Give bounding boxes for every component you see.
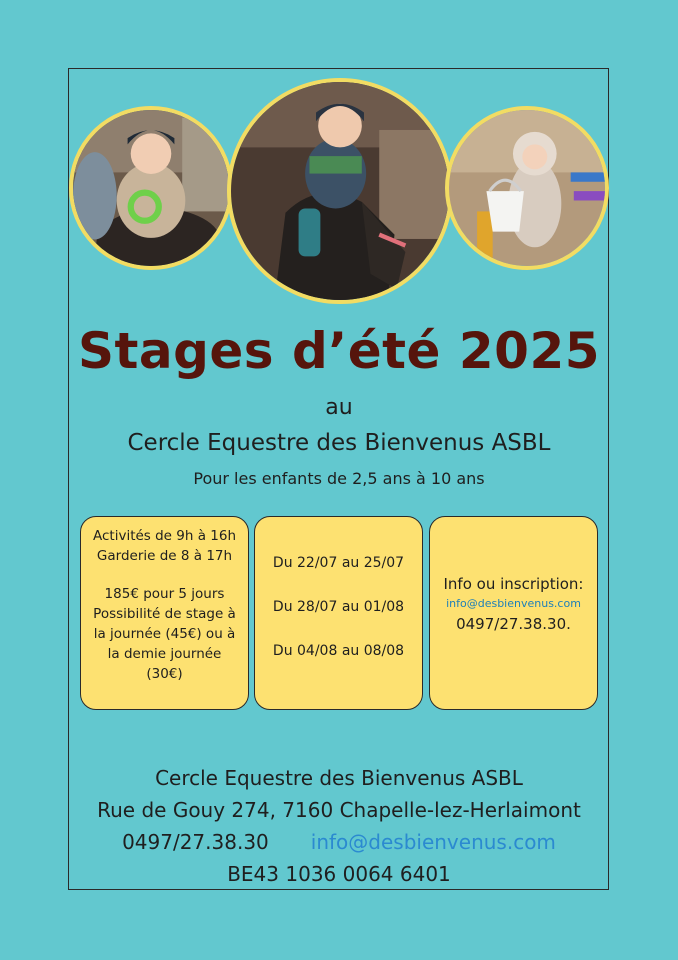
daycare-hours: Garderie de 8 à 17h: [96, 548, 233, 564]
activities-hours: Activités de 9h à 16h: [92, 528, 237, 544]
footer-contact: [0, 830, 678, 854]
dates-card: [254, 516, 423, 710]
info-email-link[interactable]: info@desbienvenus.com: [446, 597, 581, 610]
activities-card: [80, 516, 249, 710]
price-5-days: 185€ pour 5 jours: [104, 586, 225, 602]
page-title: Stages d’été 2025: [77, 322, 601, 380]
footer-email-link[interactable]: info@desbienvenus.com: [310, 830, 556, 854]
date-week-1: Du 22/07 au 25/07: [272, 555, 405, 571]
price-option-3: la demie journée: [107, 646, 222, 662]
club-name: Cercle Equestre des Bienvenus ASBL: [127, 430, 551, 456]
price-option-4: (30€): [146, 666, 183, 682]
subtitle-au: au: [325, 395, 353, 420]
footer-address: Rue de Gouy 274, 7160 Chapelle-lez-Herlaimont: [97, 798, 581, 822]
info-label: Info ou inscription:: [443, 575, 584, 593]
photo-child-on-pony: [227, 78, 453, 304]
info-card: [429, 516, 598, 710]
date-week-3: Du 04/08 au 08/08: [272, 643, 405, 659]
photo-child-with-ring: [69, 106, 233, 270]
info-phone: 0497/27.38.30.: [456, 615, 571, 633]
footer-phone: 0497/27.38.30: [122, 830, 269, 854]
photo-toddler-with-bucket: [445, 106, 609, 270]
footer-iban: BE43 1036 0064 6401: [227, 862, 451, 886]
price-option-1: Possibilité de stage à: [93, 606, 236, 622]
age-range: Pour les enfants de 2,5 ans à 10 ans: [193, 469, 485, 488]
date-week-2: Du 28/07 au 01/08: [272, 599, 405, 615]
footer-name: Cercle Equestre des Bienvenus ASBL: [155, 766, 523, 790]
price-option-2: la journée (45€) ou à: [93, 626, 236, 642]
